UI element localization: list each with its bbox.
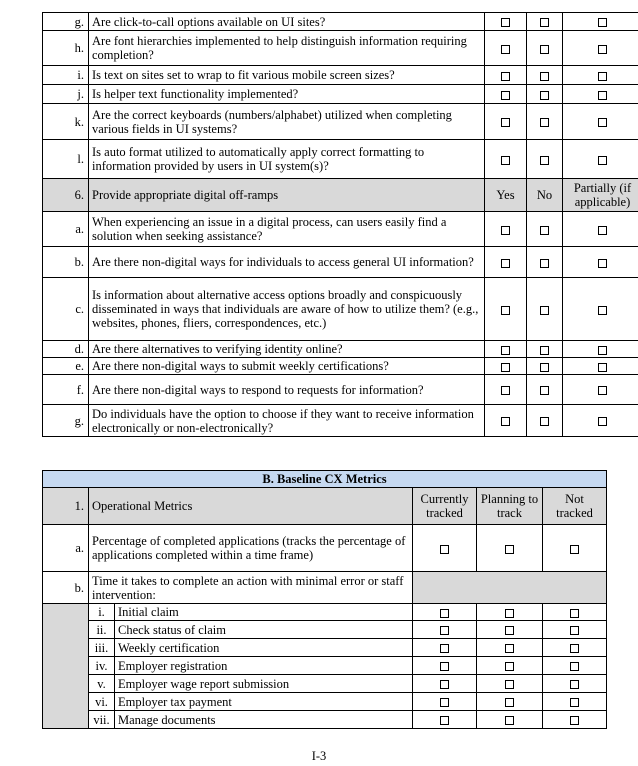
baseline-cx-metrics-table bbox=[42, 470, 607, 729]
not-tracked-checkbox[interactable] bbox=[570, 716, 579, 725]
subitem-number: vi. bbox=[89, 693, 115, 711]
no-checkbox[interactable] bbox=[540, 156, 549, 165]
checklist-row bbox=[43, 85, 638, 104]
metric-description: Percentage of completed applications (tracks the percentage of applications completed within a time frame) bbox=[89, 525, 413, 572]
checklist-row bbox=[43, 31, 638, 66]
yes-checkbox[interactable] bbox=[501, 417, 510, 426]
subitem-label: Check status of claim bbox=[115, 621, 413, 639]
partially-checkbox[interactable] bbox=[598, 72, 607, 81]
checklist-row bbox=[43, 278, 638, 341]
checklist-row bbox=[43, 375, 638, 405]
item-question: Are font hierarchies implemented to help distinguish information requiring completion? bbox=[89, 31, 485, 66]
no-checkbox[interactable] bbox=[540, 91, 549, 100]
item-number: a. bbox=[43, 212, 89, 247]
item-question: Are there non-digital ways for individuals to access general UI information? bbox=[89, 247, 485, 278]
partially-checkbox[interactable] bbox=[598, 306, 607, 315]
section-number: 1. bbox=[43, 488, 89, 525]
item-number: c. bbox=[43, 278, 89, 341]
subitem-label: Weekly certification bbox=[115, 639, 413, 657]
currently-tracked-header: Currently tracked bbox=[413, 488, 477, 525]
currently-tracked-checkbox[interactable] bbox=[440, 698, 449, 707]
checklist-row bbox=[43, 66, 638, 85]
yes-checkbox[interactable] bbox=[501, 156, 510, 165]
item-number: h. bbox=[43, 31, 89, 66]
not-tracked-checkbox[interactable] bbox=[570, 609, 579, 618]
planning-to-track-checkbox[interactable] bbox=[505, 716, 514, 725]
item-question: Are there non-digital ways to respond to requests for information? bbox=[89, 375, 485, 405]
planning-to-track-checkbox[interactable] bbox=[505, 698, 514, 707]
partially-checkbox[interactable] bbox=[598, 259, 607, 268]
subitem-number: v. bbox=[89, 675, 115, 693]
partially-checkbox[interactable] bbox=[598, 363, 607, 372]
metric-subitem-row bbox=[43, 621, 607, 639]
table-title-row bbox=[43, 471, 607, 488]
shaded-indent-cell bbox=[43, 604, 89, 729]
partially-checkbox[interactable] bbox=[598, 118, 607, 127]
checklist-row bbox=[43, 212, 638, 247]
no-checkbox[interactable] bbox=[540, 118, 549, 127]
checklist-row bbox=[43, 13, 638, 31]
no-checkbox[interactable] bbox=[540, 259, 549, 268]
metric-subitem-row bbox=[43, 604, 607, 621]
item-question: Is text on sites set to wrap to fit various mobile screen sizes? bbox=[89, 66, 485, 85]
no-checkbox[interactable] bbox=[540, 45, 549, 54]
table-title: B. Baseline CX Metrics bbox=[43, 471, 607, 488]
item-number: l. bbox=[43, 140, 89, 179]
item-number: b. bbox=[43, 247, 89, 278]
item-question: Are click-to-call options available on UI sites? bbox=[89, 13, 485, 31]
item-number: g. bbox=[43, 405, 89, 437]
currently-tracked-checkbox[interactable] bbox=[440, 662, 449, 671]
not-tracked-checkbox[interactable] bbox=[570, 644, 579, 653]
item-number: d. bbox=[43, 341, 89, 358]
subitem-label: Employer registration bbox=[115, 657, 413, 675]
item-number: e. bbox=[43, 358, 89, 375]
planning-to-track-checkbox[interactable] bbox=[505, 545, 514, 554]
no-checkbox[interactable] bbox=[540, 417, 549, 426]
item-number: b. bbox=[43, 572, 89, 604]
subitem-number: i. bbox=[89, 604, 115, 621]
yes-checkbox[interactable] bbox=[501, 386, 510, 395]
yes-checkbox[interactable] bbox=[501, 346, 510, 355]
yes-column-header: Yes bbox=[485, 179, 527, 212]
subitem-number: iii. bbox=[89, 639, 115, 657]
not-tracked-checkbox[interactable] bbox=[570, 662, 579, 671]
subitem-label: Employer wage report submission bbox=[115, 675, 413, 693]
partially-checkbox[interactable] bbox=[598, 417, 607, 426]
planning-to-track-header: Planning to track bbox=[477, 488, 543, 525]
no-checkbox[interactable] bbox=[540, 363, 549, 372]
section-a-checklist-table bbox=[42, 12, 638, 437]
no-checkbox[interactable] bbox=[540, 226, 549, 235]
partially-column-header: Partially (if applicable) bbox=[563, 179, 638, 212]
yes-checkbox[interactable] bbox=[501, 118, 510, 127]
yes-checkbox[interactable] bbox=[501, 306, 510, 315]
not-tracked-checkbox[interactable] bbox=[570, 545, 579, 554]
partially-checkbox[interactable] bbox=[598, 18, 607, 27]
checklist-row bbox=[43, 247, 638, 278]
no-checkbox[interactable] bbox=[540, 18, 549, 27]
planning-to-track-checkbox[interactable] bbox=[505, 644, 514, 653]
item-question: Is auto format utilized to automatically apply correct formatting to information provided by users in UI system(s)? bbox=[89, 140, 485, 179]
partially-checkbox[interactable] bbox=[598, 346, 607, 355]
metric-row bbox=[43, 572, 607, 604]
checklist-row bbox=[43, 358, 638, 375]
not-tracked-checkbox[interactable] bbox=[570, 680, 579, 689]
planning-to-track-checkbox[interactable] bbox=[505, 662, 514, 671]
checklist-row bbox=[43, 140, 638, 179]
item-question: Are there alternatives to verifying identity online? bbox=[89, 341, 485, 358]
yes-checkbox[interactable] bbox=[501, 91, 510, 100]
no-column-header: No bbox=[527, 179, 563, 212]
page-number: I-3 bbox=[311, 749, 327, 763]
yes-checkbox[interactable] bbox=[501, 45, 510, 54]
item-number: i. bbox=[43, 66, 89, 85]
not-tracked-checkbox[interactable] bbox=[570, 698, 579, 707]
item-question: When experiencing an issue in a digital process, can users easily find a solution when seeking assistance? bbox=[89, 212, 485, 247]
metric-subitem-row bbox=[43, 693, 607, 711]
item-number: j. bbox=[43, 85, 89, 104]
partially-checkbox[interactable] bbox=[598, 156, 607, 165]
planning-to-track-checkbox[interactable] bbox=[505, 680, 514, 689]
no-checkbox[interactable] bbox=[540, 386, 549, 395]
yes-checkbox[interactable] bbox=[501, 18, 510, 27]
partially-checkbox[interactable] bbox=[598, 226, 607, 235]
planning-to-track-checkbox[interactable] bbox=[505, 626, 514, 635]
yes-checkbox[interactable] bbox=[501, 226, 510, 235]
currently-tracked-checkbox[interactable] bbox=[440, 644, 449, 653]
partially-checkbox[interactable] bbox=[598, 45, 607, 54]
section-title: Provide appropriate digital off-ramps bbox=[89, 179, 485, 212]
checklist-row bbox=[43, 341, 638, 358]
metric-subitem-row bbox=[43, 657, 607, 675]
partially-checkbox[interactable] bbox=[598, 91, 607, 100]
item-number: f. bbox=[43, 375, 89, 405]
item-question: Is helper text functionality implemented? bbox=[89, 85, 485, 104]
partially-checkbox[interactable] bbox=[598, 386, 607, 395]
subitem-label: Initial claim bbox=[115, 604, 413, 621]
metric-description: Time it takes to complete an action with minimal error or staff intervention: bbox=[89, 572, 413, 604]
currently-tracked-checkbox[interactable] bbox=[440, 716, 449, 725]
currently-tracked-checkbox[interactable] bbox=[440, 609, 449, 618]
item-number: g. bbox=[43, 13, 89, 31]
metrics-header-row bbox=[43, 488, 607, 525]
not-tracked-header: Not tracked bbox=[543, 488, 607, 525]
metric-subitem-row bbox=[43, 639, 607, 657]
metric-row bbox=[43, 525, 607, 572]
checklist-row bbox=[43, 405, 638, 437]
item-number: a. bbox=[43, 525, 89, 572]
shaded-cell bbox=[413, 572, 607, 604]
no-checkbox[interactable] bbox=[540, 346, 549, 355]
no-checkbox[interactable] bbox=[540, 306, 549, 315]
section-number: 6. bbox=[43, 179, 89, 212]
item-question: Do individuals have the option to choose if they want to receive information electronically or non-electronically? bbox=[89, 405, 485, 437]
currently-tracked-checkbox[interactable] bbox=[440, 626, 449, 635]
subitem-label: Manage documents bbox=[115, 711, 413, 729]
no-checkbox[interactable] bbox=[540, 72, 549, 81]
yes-checkbox[interactable] bbox=[501, 259, 510, 268]
subitem-label: Employer tax payment bbox=[115, 693, 413, 711]
item-question: Is information about alternative access options broadly and conspicuously disseminated in ways that individuals are aware of how to utilize them? (e.g., websites, phones, fliers, correspondences, etc.) bbox=[89, 278, 485, 341]
checklist-row bbox=[43, 104, 638, 140]
currently-tracked-checkbox[interactable] bbox=[440, 680, 449, 689]
yes-checkbox[interactable] bbox=[501, 72, 510, 81]
section-title: Operational Metrics bbox=[89, 488, 413, 525]
subitem-number: vii. bbox=[89, 711, 115, 729]
not-tracked-checkbox[interactable] bbox=[570, 626, 579, 635]
yes-checkbox[interactable] bbox=[501, 363, 510, 372]
planning-to-track-checkbox[interactable] bbox=[505, 609, 514, 618]
subitem-number: iv. bbox=[89, 657, 115, 675]
currently-tracked-checkbox[interactable] bbox=[440, 545, 449, 554]
item-question: Are there non-digital ways to submit weekly certifications? bbox=[89, 358, 485, 375]
item-number: k. bbox=[43, 104, 89, 140]
item-question: Are the correct keyboards (numbers/alphabet) utilized when completing various fields in UI systems? bbox=[89, 104, 485, 140]
metric-subitem-row bbox=[43, 675, 607, 693]
section-6-header-row bbox=[43, 179, 638, 212]
subitem-number: ii. bbox=[89, 621, 115, 639]
metric-subitem-row bbox=[43, 711, 607, 729]
